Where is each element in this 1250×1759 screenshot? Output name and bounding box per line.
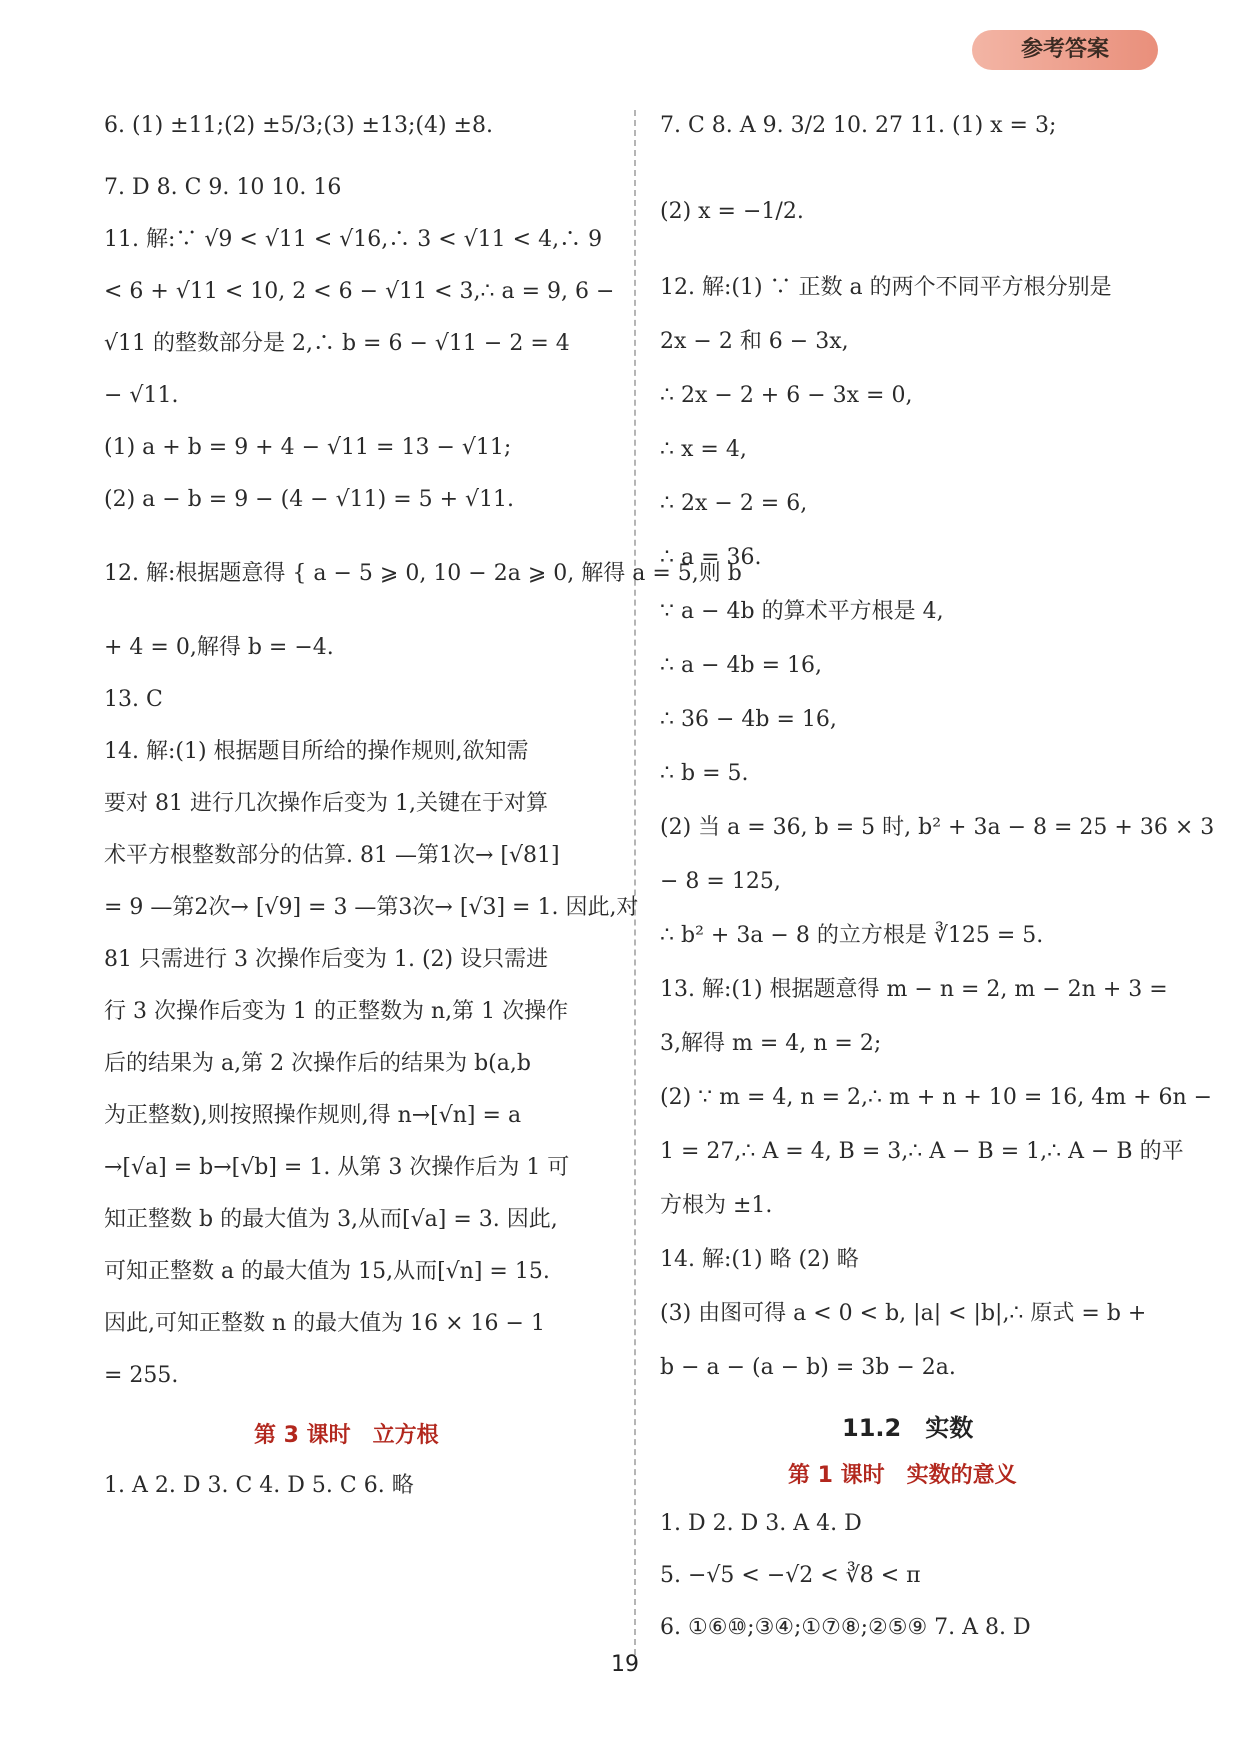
text-line: 81 只需进行 3 次操作后变为 1. (2) 设只需进 — [104, 947, 549, 972]
text-line: ∴ a − 4b = 16, — [660, 653, 823, 678]
text-line: ∴ 36 − 4b = 16, — [660, 707, 837, 732]
text-line: = 255. — [104, 1363, 179, 1388]
text-line: ∴ 2x − 2 + 6 − 3x = 0, — [660, 383, 913, 408]
text-line: (3) 由图可得 a < 0 < b, |a| < |b|,∴ 原式 = b + — [660, 1301, 1147, 1326]
answer-key-badge: 参考答案 — [972, 30, 1158, 70]
text-line: 1. D 2. D 3. A 4. D — [660, 1511, 862, 1536]
text-line: 2x − 2 和 6 − 3x, — [660, 329, 849, 354]
text-line: 术平方根整数部分的估算. 81 —第1次→ [√81] — [104, 843, 560, 868]
text-line: = 9 —第2次→ [√9] = 3 —第3次→ [√3] = 1. 因此,对 — [104, 895, 639, 920]
text-line: 知正整数 b 的最大值为 3,从而[√a] = 3. 因此, — [104, 1207, 558, 1232]
text-line: 6. (1) ±11;(2) ±5/3;(3) ±13;(4) ±8. — [104, 113, 493, 138]
text-line: 6. ①⑥⑩;③④;①⑦⑧;②⑤⑨ 7. A 8. D — [660, 1615, 1031, 1640]
text-line: ∵ a − 4b 的算术平方根是 4, — [660, 599, 944, 624]
text-line: 13. 解:(1) 根据题意得 m − n = 2, m − 2n + 3 = — [660, 977, 1168, 1002]
text-line: 因此,可知正整数 n 的最大值为 16 × 16 − 1 — [104, 1311, 545, 1336]
text-line: √11 的整数部分是 2,∴ b = 6 − √11 − 2 = 4 — [104, 331, 570, 356]
text-line: b − a − (a − b) = 3b − 2a. — [660, 1355, 956, 1380]
text-line: 11. 解:∵ √9 < √11 < √16,∴ 3 < √11 < 4,∴ 9 — [104, 227, 603, 252]
text-line: 5. −√5 < −√2 < ∛8 < π — [660, 1563, 921, 1588]
text-line: − 8 = 125, — [660, 869, 781, 894]
text-line: 1. A 2. D 3. C 4. D 5. C 6. 略 — [104, 1473, 414, 1498]
text-line: 3,解得 m = 4, n = 2; — [660, 1031, 882, 1056]
text-line: (1) a + b = 9 + 4 − √11 = 13 − √11; — [104, 435, 512, 460]
text-line: 1 = 27,∴ A = 4, B = 3,∴ A − B = 1,∴ A − B 的平 — [660, 1139, 1184, 1164]
text-line: (2) x = −1/2. — [660, 199, 804, 224]
section-title: 11.2 实数 — [842, 1414, 974, 1442]
column-divider — [634, 110, 636, 1655]
text-line: 7. C 8. A 9. 3/2 10. 27 11. (1) x = 3; — [660, 113, 1057, 138]
text-line: 14. 解:(1) 略 (2) 略 — [660, 1247, 859, 1272]
text-line: 14. 解:(1) 根据题目所给的操作规则,欲知需 — [104, 739, 529, 764]
text-line: 行 3 次操作后变为 1 的正整数为 n,第 1 次操作 — [104, 999, 569, 1024]
text-line: (2) ∵ m = 4, n = 2,∴ m + n + 10 = 16, 4m + 6n − — [660, 1085, 1213, 1110]
text-line: < 6 + √11 < 10, 2 < 6 − √11 < 3,∴ a = 9, 6 − — [104, 279, 615, 304]
text-line: 13. C — [104, 687, 163, 712]
text-line: ∴ x = 4, — [660, 437, 747, 462]
text-line: 12. 解:根据题意得 { a − 5 ⩾ 0, 10 − 2a ⩾ 0, 解得 a = 5,则 b — [104, 561, 742, 586]
text-line: 后的结果为 a,第 2 次操作后的结果为 b(a,b — [104, 1051, 531, 1076]
text-line: (2) a − b = 9 − (4 − √11) = 5 + √11. — [104, 487, 515, 512]
text-line: 要对 81 进行几次操作后变为 1,关键在于对算 — [104, 791, 548, 816]
text-line: 7. D 8. C 9. 10 10. 16 — [104, 175, 342, 200]
text-line: + 4 = 0,解得 b = −4. — [104, 635, 334, 660]
page-number: 19 — [611, 1652, 639, 1677]
text-line: (2) 当 a = 36, b = 5 时, b² + 3a − 8 = 25 + 36 × 3 — [660, 815, 1215, 840]
text-line: 为正整数),则按照操作规则,得 n→[√n] = a — [104, 1103, 522, 1128]
lesson-heading: 第 1 课时 实数的意义 — [788, 1463, 1017, 1488]
text-line: 12. 解:(1) ∵ 正数 a 的两个不同平方根分别是 — [660, 275, 1112, 300]
text-line: 方根为 ±1. — [660, 1193, 773, 1218]
text-line: ∴ a = 36. — [660, 545, 762, 570]
text-line: →[√a] = b→[√b] = 1. 从第 3 次操作后为 1 可 — [104, 1155, 570, 1180]
lesson-heading: 第 3 课时 立方根 — [254, 1423, 439, 1448]
text-line: − √11. — [104, 383, 179, 408]
text-line: 可知正整数 a 的最大值为 15,从而[√n] = 15. — [104, 1259, 550, 1284]
text-line: ∴ b = 5. — [660, 761, 749, 786]
text-line: ∴ b² + 3a − 8 的立方根是 ∛125 = 5. — [660, 923, 1044, 948]
text-line: ∴ 2x − 2 = 6, — [660, 491, 808, 516]
